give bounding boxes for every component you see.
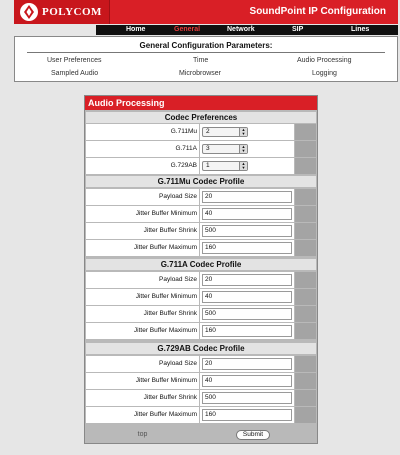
profile-row [86,272,316,288]
nav-general[interactable]: General [174,26,201,33]
audio-processing-form [84,95,318,444]
link-time[interactable]: Time [193,57,209,64]
link-sampled-audio[interactable]: Sampled Audio [51,70,99,77]
select-value: 2 [206,128,210,135]
params-title: General Configuration Parameters: [139,41,273,50]
row-gutter [295,206,316,222]
profile-row [86,289,316,305]
section-g729ab-profile: G.729AB Codec Profile [86,343,316,354]
section-g711mu-profile: G.711Mu Codec Profile [86,176,316,187]
g729ab-jitter-min-input[interactable]: 40 [202,375,292,387]
g729ab-payload-size-input[interactable]: 20 [202,358,292,370]
row-gutter [295,240,316,256]
g711a-payload-size-input[interactable]: 20 [202,274,292,286]
g711mu-jitter-min-input[interactable]: 40 [202,208,292,220]
nav-sip[interactable]: SIP [292,26,304,33]
row-gutter [295,223,316,239]
profile-row [86,240,316,256]
g711a-jitter-shrink-input[interactable]: 500 [202,308,292,320]
header-bar [14,0,398,24]
profile-row [86,373,316,389]
field-label: G.711A [86,141,199,157]
g729ab-priority-select[interactable] [202,161,248,171]
row-gutter [295,323,316,339]
g711mu-payload-size-input[interactable]: 20 [202,191,292,203]
profile-row [86,323,316,339]
field-cell [200,206,294,222]
field-label: Jitter Buffer Maximum [86,407,199,423]
field-cell [200,407,294,423]
row-gutter [295,306,316,322]
field-label: Jitter Buffer Maximum [86,240,199,256]
row-gutter [295,141,316,157]
polycom-logo-icon [20,3,38,21]
field-label: Jitter Buffer Shrink [86,223,199,239]
divider [27,52,385,53]
field-cell [200,223,294,239]
field-label: Payload Size [86,272,199,288]
row-gutter [295,289,316,305]
submit-button[interactable]: Submit [236,430,270,440]
g711mu-priority-select[interactable] [202,127,248,137]
field-cell [200,356,294,372]
codec-pref-row [86,141,316,157]
link-logging[interactable]: Logging [312,70,337,77]
select-value: 1 [206,162,210,169]
field-label: Jitter Buffer Shrink [86,390,199,406]
section-g711a-profile: G.711A Codec Profile [86,259,316,270]
row-gutter [295,356,316,372]
codec-pref-row [86,124,316,140]
field-cell [200,390,294,406]
field-cell [200,189,294,205]
field-cell [200,158,294,174]
row-gutter [295,189,316,205]
g729ab-jitter-shrink-input[interactable]: 500 [202,392,292,404]
nav-lines[interactable]: Lines [351,26,370,33]
field-label: Jitter Buffer Minimum [86,373,199,389]
nav-home[interactable]: Home [126,26,146,33]
field-label: G.711Mu [86,124,199,140]
nav-network[interactable]: Network [227,26,255,33]
field-cell [200,240,294,256]
row-gutter [295,124,316,140]
field-cell [200,141,294,157]
codec-pref-row [86,158,316,174]
logo-text: POLYCOM [42,6,102,18]
profile-row [86,223,316,239]
product-title: SoundPoint IP Configuration [249,6,386,17]
link-audio-processing[interactable]: Audio Processing [297,57,352,64]
field-label: Jitter Buffer Shrink [86,306,199,322]
g729ab-jitter-max-input[interactable]: 160 [202,409,292,421]
field-label: Payload Size [86,189,199,205]
field-label: G.729AB [86,158,199,174]
row-gutter [295,373,316,389]
g711a-jitter-min-input[interactable]: 40 [202,291,292,303]
field-cell [200,323,294,339]
g711a-jitter-max-input[interactable]: 160 [202,325,292,337]
g711a-priority-select[interactable] [202,144,248,154]
link-user-preferences[interactable]: User Preferences [47,57,102,64]
field-cell [200,272,294,288]
profile-row [86,206,316,222]
row-gutter [295,158,316,174]
field-label: Jitter Buffer Maximum [86,323,199,339]
profile-row [86,390,316,406]
field-label: Payload Size [86,356,199,372]
field-cell [200,306,294,322]
row-gutter [295,272,316,288]
section-codec-preferences: Codec Preferences [86,112,316,123]
field-cell [200,373,294,389]
profile-row [86,407,316,423]
field-label: Jitter Buffer Minimum [86,289,199,305]
row-gutter [295,407,316,423]
g711mu-jitter-max-input[interactable]: 160 [202,242,292,254]
select-value: 3 [206,145,210,152]
g711mu-jitter-shrink-input[interactable]: 500 [202,225,292,237]
field-cell [200,289,294,305]
profile-row [86,189,316,205]
updown-arrows-icon: ▲ ▼ [239,162,247,170]
updown-arrows-icon: ▲ ▼ [239,145,247,153]
top-nav [96,25,398,35]
link-microbrowser[interactable]: Microbrowser [179,70,222,77]
profile-row [86,356,316,372]
form-footer [86,428,316,442]
field-cell [200,124,294,140]
profile-row [86,306,316,322]
updown-arrows-icon: ▲ ▼ [239,128,247,136]
form-title: Audio Processing [85,96,317,110]
logo [14,0,110,24]
top-link[interactable]: top [137,431,148,438]
general-params-panel [14,36,398,82]
row-gutter [295,390,316,406]
field-label: Jitter Buffer Minimum [86,206,199,222]
